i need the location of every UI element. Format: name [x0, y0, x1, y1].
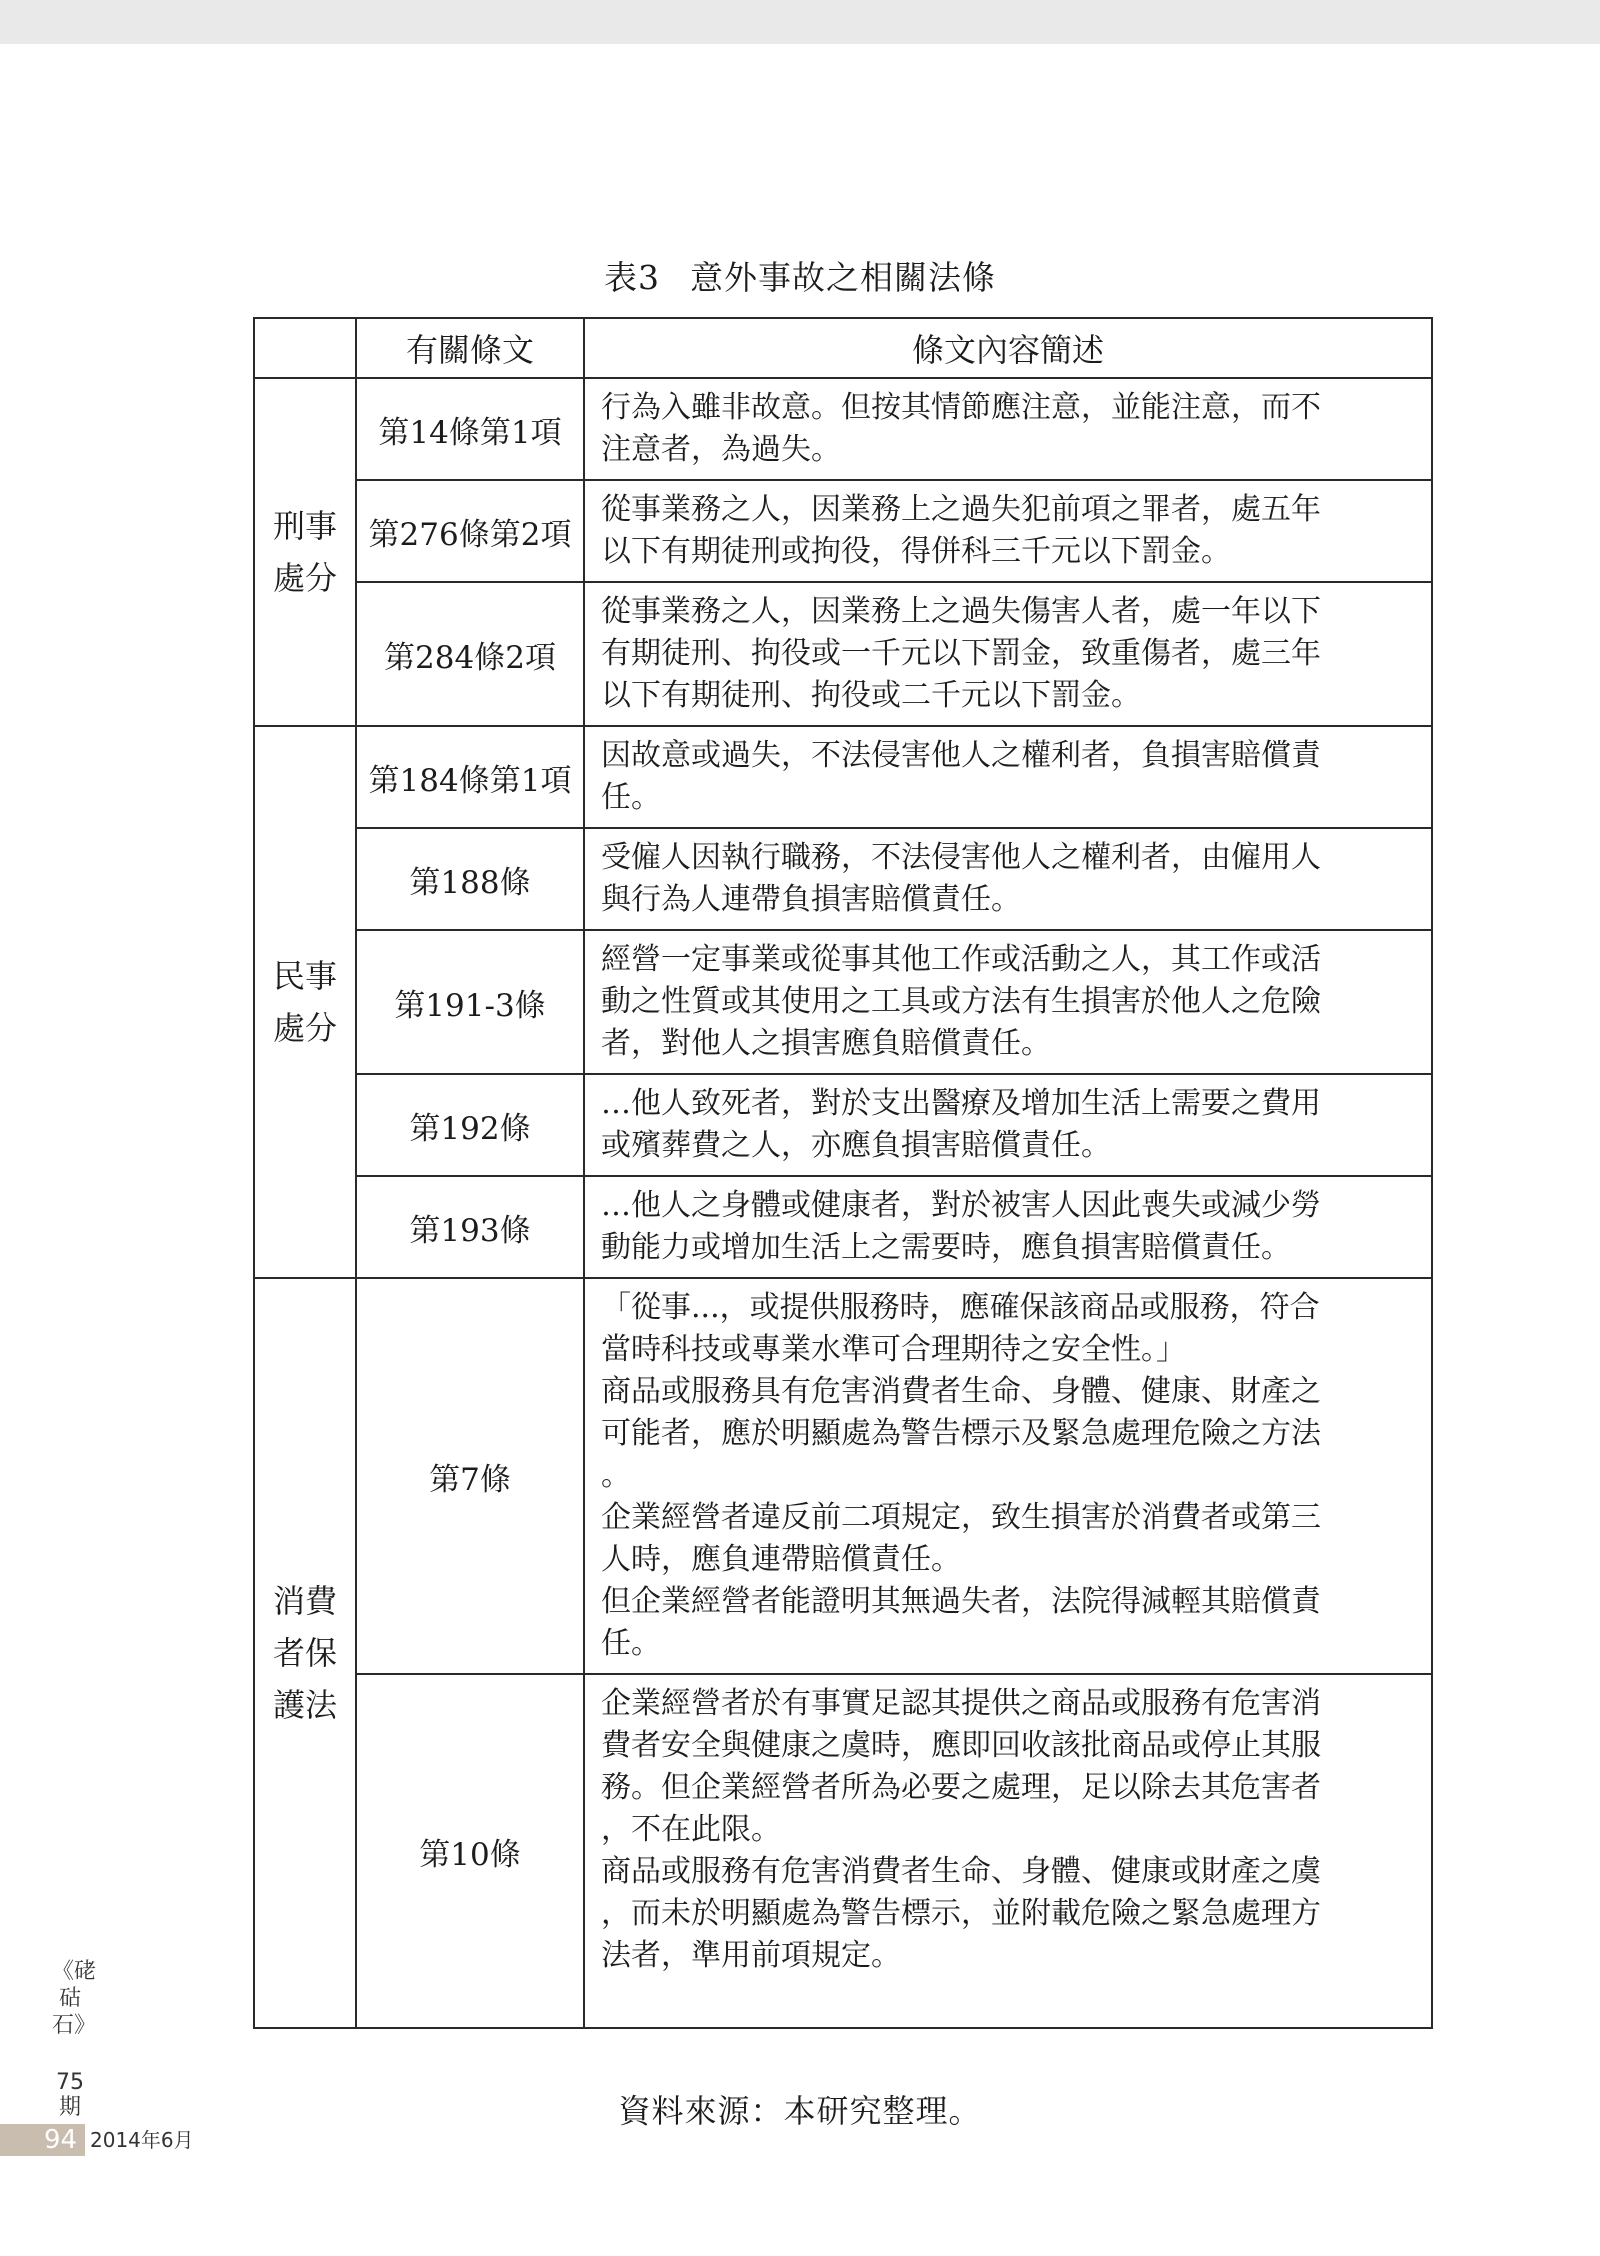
- summary-line: 者，對他人之損害應負賠償責任。: [601, 1026, 1051, 1061]
- scan-top-band: [0, 0, 1600, 44]
- summary-cell: [584, 726, 1432, 828]
- summary-line: …他人致死者，對於支出醫療及增加生活上需要之費用: [601, 1086, 1321, 1121]
- table-row: [254, 1674, 1432, 2028]
- summary-cell: [584, 930, 1432, 1074]
- summary-cell: [584, 1176, 1432, 1278]
- summary-line: 法者，準用前項規定。: [601, 1938, 901, 1973]
- summary-line: 費者安全與健康之虞時，應即回收該批商品或停止其服: [601, 1728, 1321, 1763]
- header-category-cell: [254, 318, 356, 378]
- source-note: 資料來源：本研究整理。: [618, 2092, 982, 2130]
- article-cell: 第284條2項: [356, 582, 584, 726]
- legal-provisions-table: [253, 317, 1433, 2029]
- summary-line: 有期徒刑、拘役或一千元以下罰金，致重傷者，處三年: [601, 636, 1321, 671]
- page-number: 94: [44, 2125, 78, 2155]
- summary-line: 任。: [601, 1626, 661, 1661]
- summary-line: 企業經營者違反前二項規定，致生損害於消費者或第三: [601, 1500, 1321, 1535]
- summary-cell: [584, 1278, 1432, 1674]
- issue-number: 75: [56, 2070, 84, 2095]
- summary-cell: [584, 582, 1432, 726]
- summary-line: 或殯葬費之人，亦應負損害賠償責任。: [601, 1128, 1111, 1163]
- table-title-text: 意外事故之相關法條: [690, 258, 996, 297]
- magazine-name: 《硓𥑮石》: [52, 1959, 97, 2038]
- summary-line: 動之性質或其使用之工具或方法有生損害於他人之危險: [601, 984, 1321, 1019]
- category-label-line: 護法: [272, 1686, 337, 1724]
- summary-line: 人時，應負連帶賠償責任。: [601, 1542, 961, 1577]
- article-cell: 第188條: [356, 828, 584, 930]
- table-row: [254, 480, 1432, 582]
- header-summary: 條文內容簡述: [584, 318, 1432, 378]
- article-cell: 第192條: [356, 1074, 584, 1176]
- table-title-number: 表3: [604, 258, 660, 297]
- summary-line: ，而未於明顯處為警告標示，並附載危險之緊急處理方: [601, 1896, 1321, 1931]
- table-row: [254, 1176, 1432, 1278]
- summary-line: 任。: [601, 780, 661, 815]
- summary-line: 與行為人連帶負損害賠償責任。: [601, 882, 1021, 917]
- summary-cell: [584, 1674, 1432, 2028]
- article-cell: 第184條第1項: [356, 726, 584, 828]
- table-row: [254, 1278, 1432, 1674]
- summary-line: 注意者，為過失。: [601, 432, 841, 467]
- article-cell: 第7條: [356, 1278, 584, 1674]
- category-label-line: 者保: [272, 1634, 337, 1672]
- table-header-row: [254, 318, 1432, 378]
- category-label-line: 處分: [272, 1009, 337, 1047]
- category-cell-civil: [254, 726, 356, 1278]
- summary-line: ，不在此限。: [601, 1812, 781, 1847]
- summary-line: 以下有期徒刑或拘役，得併科三千元以下罰金。: [601, 534, 1231, 569]
- table-row: [254, 828, 1432, 930]
- summary-line: 行為入雖非故意。但按其情節應注意，並能注意，而不: [601, 390, 1321, 425]
- summary-cell: [584, 480, 1432, 582]
- category-label-line: 刑事: [272, 507, 337, 545]
- category-cell-criminal: [254, 378, 356, 726]
- category-cell-consumer: [254, 1278, 356, 2028]
- summary-line: 商品或服務有危害消費者生命、身體、健康或財產之虞: [601, 1854, 1321, 1889]
- table-row: [254, 930, 1432, 1074]
- article-cell: 第14條第1項: [356, 378, 584, 480]
- table-title: [0, 252, 1600, 299]
- summary-line: 。: [601, 1458, 631, 1493]
- summary-cell: [584, 828, 1432, 930]
- summary-line: 但企業經營者能證明其無過失者，法院得減輕其賠償責: [601, 1584, 1321, 1619]
- header-articles: 有關條文: [356, 318, 584, 378]
- article-cell: 第10條: [356, 1674, 584, 2028]
- summary-line: 可能者，應於明顯處為警告標示及緊急處理危險之方法: [601, 1416, 1321, 1451]
- issue-label: [52, 2070, 88, 2120]
- summary-line: 商品或服務具有危害消費者生命、身體、健康、財產之: [601, 1374, 1321, 1409]
- article-cell: 第191-3條: [356, 930, 584, 1074]
- summary-line: 「從事...，或提供服務時，應確保該商品或服務，符合: [601, 1290, 1320, 1325]
- summary-cell: [584, 1074, 1432, 1176]
- summary-line: 從事業務之人，因業務上之過失傷害人者，處一年以下: [601, 594, 1321, 629]
- summary-line: 受僱人因執行職務，不法侵害他人之權利者，由僱用人: [601, 840, 1321, 875]
- issue-suffix: 期: [58, 2095, 81, 2120]
- category-label-line: 消費: [272, 1582, 337, 1620]
- article-cell: 第193條: [356, 1176, 584, 1278]
- summary-cell: [584, 378, 1432, 480]
- table-row: [254, 1074, 1432, 1176]
- summary-line: 因故意或過失，不法侵害他人之權利者，負損害賠償責: [601, 738, 1321, 773]
- summary-line: …他人之身體或健康者，對於被害人因此喪失或減少勞: [601, 1188, 1321, 1223]
- table-row: [254, 378, 1432, 480]
- article-cell: 第276條第2項: [356, 480, 584, 582]
- category-label-line: 民事: [272, 957, 337, 995]
- summary-line: 當時科技或專業水準可合理期待之安全性。」: [601, 1332, 1186, 1367]
- summary-line: 以下有期徒刑、拘役或二千元以下罰金。: [601, 678, 1141, 713]
- table-body: [254, 318, 1432, 2028]
- summary-line: 企業經營者於有事實足認其提供之商品或服務有危害消: [601, 1686, 1321, 1721]
- publication-date: 2014年6月: [90, 2128, 194, 2152]
- table-row: [254, 582, 1432, 726]
- table-row: [254, 726, 1432, 828]
- summary-line: 動能力或增加生活上之需要時，應負損害賠償責任。: [601, 1230, 1291, 1265]
- summary-line: 從事業務之人，因業務上之過失犯前項之罪者，處五年: [601, 492, 1321, 527]
- summary-line: 務。但企業經營者所為必要之處理，足以除去其危害者: [601, 1770, 1321, 1805]
- summary-line: 經營一定事業或從事其他工作或活動之人，其工作或活: [601, 942, 1321, 977]
- category-label-line: 處分: [272, 559, 337, 597]
